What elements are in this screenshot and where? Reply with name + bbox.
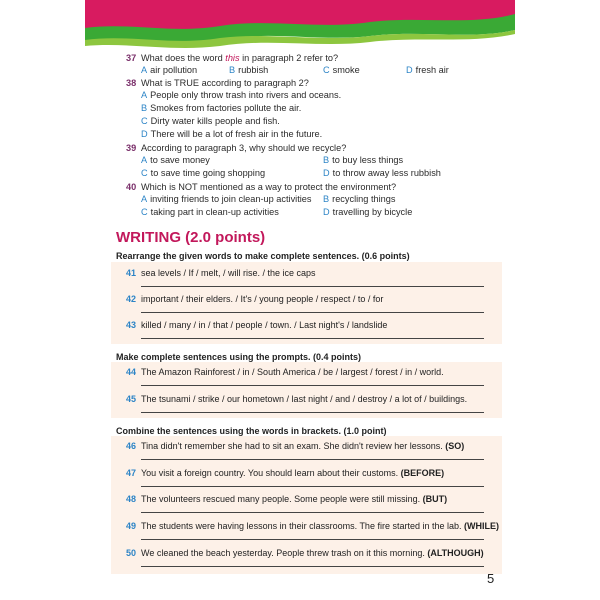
answer-line[interactable]	[141, 486, 484, 487]
question-number: 38	[126, 78, 137, 88]
answer-line[interactable]	[141, 286, 484, 287]
item-prompt-text: The students were having lessons in their classrooms. The fire started in the lab.	[141, 521, 464, 531]
option-text: to throw away less rubbish	[332, 168, 441, 178]
item-prompt: sea levels / If / melt, / will rise. / the ice caps	[141, 268, 316, 278]
section-instruction: Make complete sentences using the prompts. (0.4 points)	[116, 352, 362, 362]
page-number: 5	[487, 571, 495, 586]
item-prompt	[141, 441, 464, 451]
option-c[interactable]	[141, 168, 265, 178]
item-prompt: The tsunami / strike / our hometown / last night / and / destroy / a lot of / buildings.	[141, 394, 468, 404]
item-prompt	[141, 468, 444, 478]
option-c[interactable]	[323, 65, 360, 75]
item-prompt	[141, 548, 484, 558]
header-banner	[0, 0, 600, 60]
item-number: 46	[126, 441, 137, 451]
item-number: 42	[126, 294, 137, 304]
item-number: 45	[126, 394, 137, 404]
option-letter: A	[141, 194, 148, 204]
option-letter: B	[229, 65, 236, 75]
option-letter: C	[141, 207, 148, 217]
question-text: What is TRUE according to paragraph 2?	[141, 78, 309, 88]
answer-line[interactable]	[141, 539, 484, 540]
option-a[interactable]	[141, 90, 341, 100]
bracket-word: (SO)	[445, 441, 465, 451]
option-letter: A	[141, 90, 148, 100]
option-c[interactable]	[141, 207, 279, 217]
option-letter: C	[323, 65, 330, 75]
question-text: According to paragraph 3, why should we recycle?	[141, 143, 347, 153]
option-letter: D	[141, 129, 148, 139]
option-text: inviting friends to join clean-up activities	[150, 194, 312, 204]
option-b[interactable]	[141, 103, 301, 113]
question-text: Which is NOT mentioned as a way to protect the environment?	[141, 182, 397, 192]
option-letter: B	[141, 103, 148, 113]
option-letter: C	[141, 116, 148, 126]
item-number: 43	[126, 320, 137, 330]
section-title: WRITING (2.0 points)	[116, 229, 266, 246]
highlighted-word: this	[225, 53, 240, 63]
option-d[interactable]	[323, 168, 441, 178]
question-number: 39	[126, 143, 137, 153]
bracket-word: (ALTHOUGH)	[427, 548, 484, 558]
answer-line[interactable]	[141, 338, 484, 339]
option-b[interactable]	[323, 155, 403, 165]
option-text: There will be a lot of fresh air in the future.	[150, 129, 323, 139]
option-text: fresh air	[415, 65, 449, 75]
item-prompt	[141, 521, 499, 531]
option-d[interactable]	[323, 207, 412, 217]
question-text-part: What does the word	[141, 53, 226, 63]
item-number: 44	[126, 367, 137, 377]
answer-line[interactable]	[141, 566, 484, 567]
section-instruction: Combine the sentences using the words in brackets. (1.0 point)	[116, 426, 387, 436]
option-text: to buy less things	[332, 155, 404, 165]
option-letter: A	[141, 65, 148, 75]
question-number: 40	[126, 182, 137, 192]
item-prompt	[141, 494, 447, 504]
option-d[interactable]	[141, 129, 322, 139]
item-prompt-text: Tina didn't remember she had to sit an exam. She didn't review her lessons.	[141, 441, 446, 451]
option-a[interactable]	[141, 65, 197, 75]
item-number: 49	[126, 521, 137, 531]
option-letter: B	[323, 155, 330, 165]
option-b[interactable]	[229, 65, 268, 75]
section-instruction: Rearrange the given words to make complete sentences. (0.6 points)	[116, 251, 410, 261]
option-text: travelling by bicycle	[332, 207, 413, 217]
option-text: Dirty water kills people and fish.	[150, 116, 280, 126]
option-letter: D	[323, 207, 330, 217]
option-letter: A	[141, 155, 148, 165]
option-a[interactable]	[141, 194, 312, 204]
option-text: Smokes from factories pollute the air.	[150, 103, 302, 113]
option-letter: B	[323, 194, 330, 204]
option-text: rubbish	[238, 65, 269, 75]
item-prompt-text: You visit a foreign country. You should learn about their customs.	[141, 468, 401, 478]
question-number: 37	[126, 53, 137, 63]
item-prompt-text: The volunteers rescued many people. Some people were still missing.	[141, 494, 423, 504]
item-prompt-text: We cleaned the beach yesterday. People threw trash on it this morning.	[141, 548, 428, 558]
answer-line[interactable]	[141, 459, 484, 460]
option-text: to save money	[150, 155, 210, 165]
bracket-word: (WHILE)	[464, 521, 499, 531]
answer-line[interactable]	[141, 385, 484, 386]
bracket-word: (BEFORE)	[400, 468, 445, 478]
item-number: 41	[126, 268, 137, 278]
option-text: recycling things	[332, 194, 396, 204]
answer-line[interactable]	[141, 312, 484, 313]
item-number: 47	[126, 468, 137, 478]
item-prompt: killed / many / in / that / people / town. / Last night's / landslide	[141, 320, 388, 330]
option-text: People only throw trash into rivers and oceans.	[150, 90, 342, 100]
item-number: 50	[126, 548, 137, 558]
option-letter: D	[406, 65, 413, 75]
option-a[interactable]	[141, 155, 210, 165]
option-letter: D	[323, 168, 330, 178]
option-b[interactable]	[323, 194, 395, 204]
item-prompt: important / their elders. / It's / young people / respect / to / for	[141, 294, 384, 304]
option-letter: C	[141, 168, 148, 178]
option-c[interactable]	[141, 116, 280, 126]
item-number: 48	[126, 494, 137, 504]
question-text	[141, 52, 338, 64]
option-text: to save time going shopping	[150, 168, 266, 178]
option-text: smoke	[332, 65, 360, 75]
question-text-part: in paragraph 2 refer to?	[239, 53, 339, 63]
answer-line[interactable]	[141, 512, 484, 513]
item-prompt: The Amazon Rainforest / in / South America / be / largest / forest / in / world.	[141, 367, 444, 377]
option-text: taking part in clean-up activities	[150, 207, 279, 217]
option-d[interactable]	[406, 65, 449, 75]
option-text: air pollution	[150, 65, 198, 75]
answer-line[interactable]	[141, 412, 484, 413]
bracket-word: (BUT)	[422, 494, 448, 504]
